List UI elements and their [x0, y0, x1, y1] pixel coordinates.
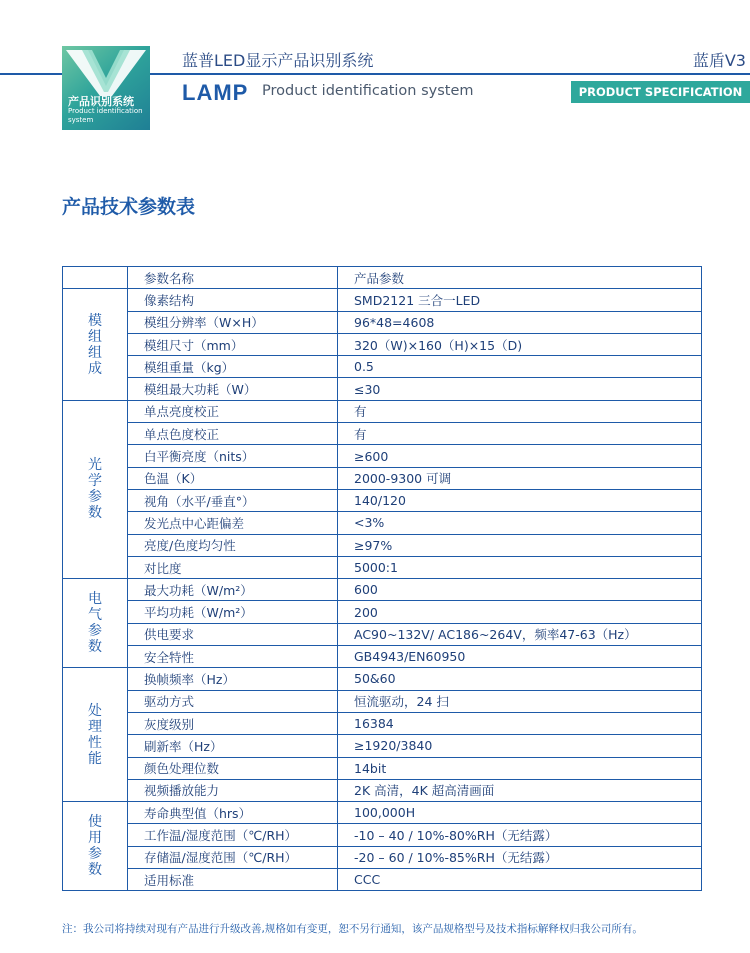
- product-spec-badge: PRODUCT SPECIFICATION: [571, 81, 750, 103]
- table-row: [63, 289, 702, 311]
- header-param-name: 参数名称: [128, 267, 338, 289]
- table-row: [63, 824, 702, 846]
- param-name: 寿命典型值（hrs）: [128, 802, 338, 824]
- param-value: 16384: [338, 712, 702, 734]
- table-row: [63, 512, 702, 534]
- lamp-wordmark: LAMP: [182, 80, 249, 105]
- param-value: 320（W)×160（H)×15（D): [338, 333, 702, 355]
- table-row: [63, 311, 702, 333]
- brand-version: 蓝盾V3: [692, 51, 746, 70]
- param-value: 100,000H: [338, 802, 702, 824]
- param-value: 5000:1: [338, 556, 702, 578]
- table-row: [63, 623, 702, 645]
- param-name: 模组重量（kg）: [128, 356, 338, 378]
- table-row: [63, 802, 702, 824]
- param-value: 有: [338, 400, 702, 422]
- param-name: 存储温/湿度范围（℃/RH）: [128, 846, 338, 868]
- spec-table: [62, 266, 702, 891]
- group-label-cell: [63, 289, 128, 400]
- table-row: [63, 601, 702, 623]
- table-row: [63, 445, 702, 467]
- table-row: [63, 646, 702, 668]
- param-value: 2K 高清，4K 超高清画面: [338, 779, 702, 801]
- param-value: 14bit: [338, 757, 702, 779]
- param-name: 色温（K）: [128, 467, 338, 489]
- footnote: 注：我公司将持续对现有产品进行升级改善,规格如有变更，恕不另行通知，该产品规格型号及技术指标解释权归我公司所有。: [62, 923, 643, 935]
- param-value: -10 – 40 / 10%-80%RH（无结露）: [338, 824, 702, 846]
- param-name: 单点色度校正: [128, 423, 338, 445]
- param-value: AC90~132V/ AC186~264V，频率47-63（Hz）: [338, 623, 702, 645]
- param-name: 亮度/色度均匀性: [128, 534, 338, 556]
- table-row: [63, 556, 702, 578]
- logo-text-en: Product identification system: [68, 107, 143, 124]
- param-value: <3%: [338, 512, 702, 534]
- param-name: 最大功耗（W/m²）: [128, 579, 338, 601]
- table-row: [63, 735, 702, 757]
- table-row: [63, 378, 702, 400]
- page-title: 产品技术参数表: [62, 196, 196, 218]
- param-value: GB4943/EN60950: [338, 646, 702, 668]
- param-value: ≥1920/3840: [338, 735, 702, 757]
- table-row: [63, 846, 702, 868]
- header-rule-right: [150, 73, 750, 75]
- param-name: 换帧频率（Hz）: [128, 668, 338, 690]
- table-row: [63, 333, 702, 355]
- param-name: 单点亮度校正: [128, 400, 338, 422]
- v-logo-icon: [62, 46, 150, 98]
- param-name: 模组最大功耗（W）: [128, 378, 338, 400]
- table-row: [63, 356, 702, 378]
- param-value: ≥600: [338, 445, 702, 467]
- logo-text-cn: 产品识别系统: [68, 95, 134, 108]
- system-title-en: Product identification system: [262, 83, 474, 99]
- param-name: 灰度级别: [128, 712, 338, 734]
- param-value: 50&60: [338, 668, 702, 690]
- table-row: [63, 489, 702, 511]
- table-row: [63, 423, 702, 445]
- param-value: ≥97%: [338, 534, 702, 556]
- group-label: 使用参数: [88, 814, 102, 879]
- param-value: -20 – 60 / 10%-85%RH（无结露）: [338, 846, 702, 868]
- table-row: [63, 869, 702, 891]
- table-row: [63, 579, 702, 601]
- group-label: 模组组成: [88, 312, 102, 377]
- param-value: 0.5: [338, 356, 702, 378]
- table-row: [63, 712, 702, 734]
- param-value: 200: [338, 601, 702, 623]
- param-name: 白平衡亮度（nits）: [128, 445, 338, 467]
- param-name: 模组分辨率（W×H）: [128, 311, 338, 333]
- param-name: 安全特性: [128, 646, 338, 668]
- table-row: [63, 534, 702, 556]
- param-name: 刷新率（Hz）: [128, 735, 338, 757]
- param-name: 驱动方式: [128, 690, 338, 712]
- param-name: 对比度: [128, 556, 338, 578]
- param-value: 96*48=4608: [338, 311, 702, 333]
- group-label-cell: [63, 400, 128, 578]
- param-name: 平均功耗（W/m²）: [128, 601, 338, 623]
- group-label: 处理性能: [88, 702, 102, 767]
- param-value: 600: [338, 579, 702, 601]
- group-label: 光学参数: [88, 457, 102, 522]
- param-value: ≤30: [338, 378, 702, 400]
- table-row: [63, 400, 702, 422]
- system-title-cn: 蓝普LED显示产品识别系统: [182, 51, 374, 70]
- param-value: 2000-9300 可调: [338, 467, 702, 489]
- param-value: CCC: [338, 869, 702, 891]
- table-row: [63, 467, 702, 489]
- param-name: 视频播放能力: [128, 779, 338, 801]
- param-value: SMD2121 三合一LED: [338, 289, 702, 311]
- group-label-cell: [63, 668, 128, 802]
- logo: [62, 46, 150, 130]
- param-name: 颜色处理位数: [128, 757, 338, 779]
- table-header-row: [63, 267, 702, 289]
- group-label: 电气参数: [88, 591, 102, 656]
- param-value: 140/120: [338, 489, 702, 511]
- param-name: 模组尺寸（mm）: [128, 333, 338, 355]
- table-row: [63, 668, 702, 690]
- param-name: 适用标准: [128, 869, 338, 891]
- table-row: [63, 757, 702, 779]
- table-row: [63, 690, 702, 712]
- table-row: [63, 779, 702, 801]
- param-name: 供电要求: [128, 623, 338, 645]
- param-name: 视角（水平/垂直°）: [128, 489, 338, 511]
- group-label-cell: [63, 802, 128, 891]
- param-value: 恒流驱动，24 扫: [338, 690, 702, 712]
- header-rule-left: [0, 73, 62, 75]
- param-value: 有: [338, 423, 702, 445]
- header-blank-cell: [63, 267, 128, 289]
- header-param-value: 产品参数: [338, 267, 702, 289]
- group-label-cell: [63, 579, 128, 668]
- param-name: 工作温/湿度范围（℃/RH）: [128, 824, 338, 846]
- param-name: 像素结构: [128, 289, 338, 311]
- param-name: 发光点中心距偏差: [128, 512, 338, 534]
